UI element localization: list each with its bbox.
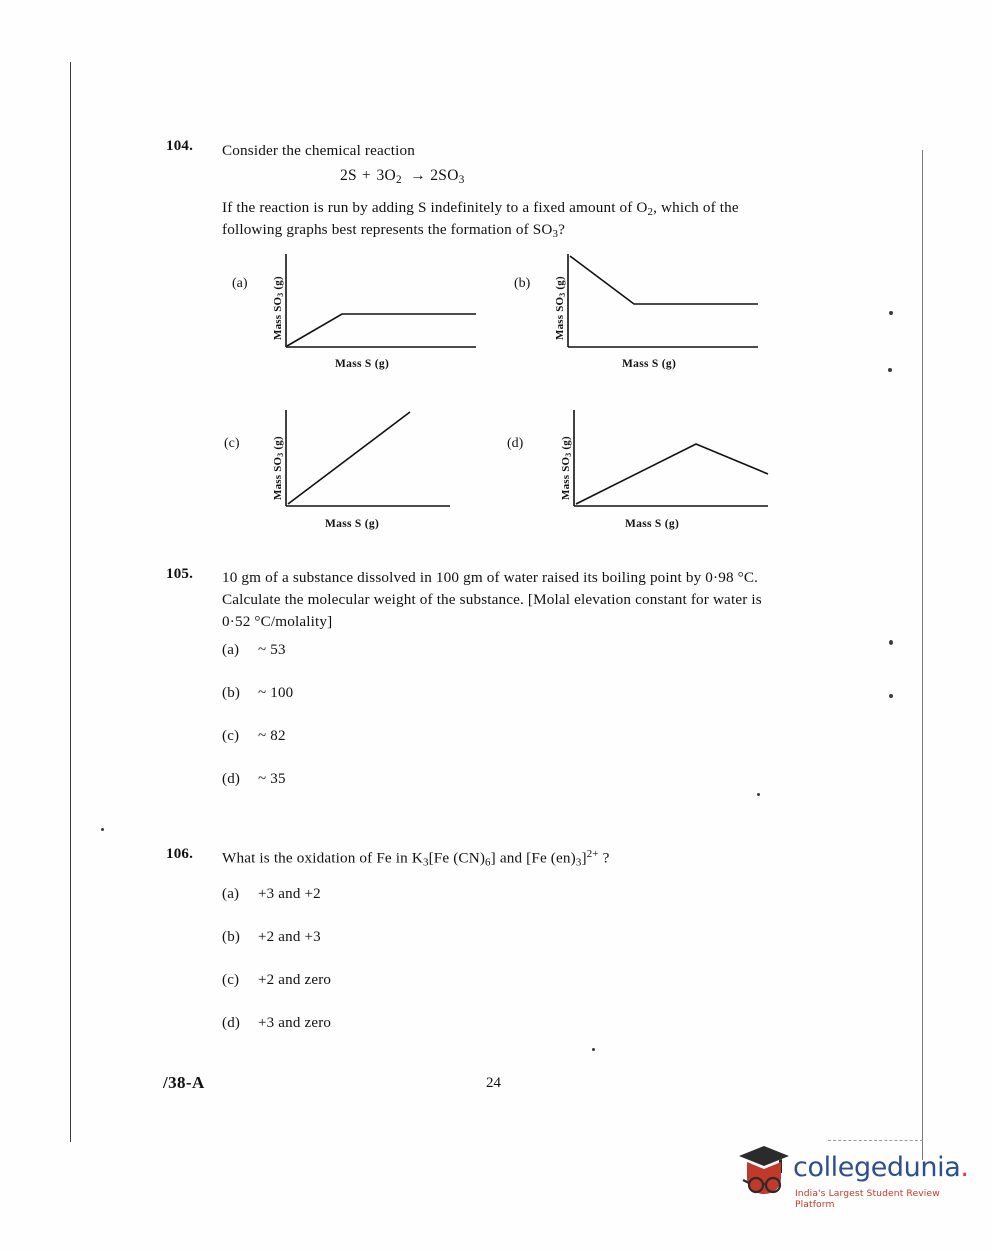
option-105-a[interactable] (222, 642, 286, 659)
option-106-d-text: +3 and zero (258, 1015, 332, 1031)
page-edge-line-left (70, 62, 71, 1142)
figure-b-plot (562, 252, 782, 362)
figure-a-plot (280, 252, 500, 362)
figure-option-c (222, 408, 472, 528)
option-106-a-text: +3 and +2 (258, 886, 321, 902)
option-106-d-label: (d) (222, 1015, 241, 1031)
watermark-tagline: India's Largest Student Review Platform (795, 1188, 940, 1210)
figure-option-b (512, 252, 762, 370)
question-105-stem-line3: 0·52 °C/molality] (222, 613, 333, 630)
figure-a-label: (a) (232, 276, 248, 291)
option-105-a-text: ~ 53 (258, 642, 286, 658)
option-106-c-label: (c) (222, 972, 240, 988)
figure-option-d (505, 408, 765, 528)
scan-speck (888, 368, 892, 372)
question-105-number: 105. (166, 566, 194, 582)
page-number: 24 (486, 1075, 501, 1091)
page-edge-line-right (922, 150, 923, 1160)
option-106-b-label: (b) (222, 929, 241, 945)
figure-b-x-axis-label: Mass S (g) (622, 358, 677, 370)
figure-b-label: (b) (514, 276, 531, 291)
option-106-b[interactable] (222, 929, 321, 946)
graduate-face-icon (735, 1140, 793, 1202)
scan-speck (101, 828, 104, 831)
question-104-equation: $2S + 3O_2 \to 2SO_3$ (340, 167, 465, 187)
option-106-c[interactable] (222, 972, 331, 989)
figure-c-x-axis-label: Mass S (g) (325, 518, 380, 530)
question-104-number: 104. (166, 138, 194, 154)
option-105-c-label: (c) (222, 728, 240, 744)
figure-d-plot (568, 408, 798, 518)
figure-c-label: (c) (224, 436, 240, 451)
scan-speck (889, 694, 893, 698)
scan-speck (757, 793, 760, 796)
scan-speck (889, 640, 893, 645)
option-106-b-text: +2 and +3 (258, 929, 321, 945)
figure-d-x-axis-label: Mass S (g) (625, 518, 680, 530)
question-104-stem-line2: If the reaction is run by adding S indefinitely to a fixed amount of $O_2$, which of the (222, 199, 739, 219)
question-104-stem-line1: Consider the chemical reaction (222, 142, 416, 159)
figure-option-a (230, 252, 480, 370)
option-106-c-text: +2 and zero (258, 972, 332, 988)
question-106-number: 106. (166, 846, 194, 862)
figure-c-plot (280, 408, 500, 518)
watermark-brand: collegedunia. (793, 1152, 969, 1183)
option-105-d-text: ~ 35 (258, 771, 286, 787)
option-105-b-text: ~ 100 (258, 685, 294, 701)
paper-code: /38-A (163, 1073, 205, 1092)
scan-speck (889, 311, 893, 315)
option-106-a-label: (a) (222, 886, 240, 902)
figure-a-y-axis-label: Mass $SO_3$ (g) (272, 276, 286, 340)
option-106-a[interactable] (222, 886, 321, 903)
collegedunia-watermark (735, 1140, 975, 1230)
question-105-stem-line2: Calculate the molecular weight of the substance. [Molal elevation constant for water is (222, 591, 762, 608)
figure-d-label: (d) (507, 436, 524, 451)
option-105-d[interactable] (222, 771, 286, 788)
figure-d-y-axis-label: Mass $SO_3$ (g) (560, 436, 574, 500)
figure-a-x-axis-label: Mass S (g) (335, 358, 390, 370)
option-105-a-label: (a) (222, 642, 240, 658)
question-105-stem-line1: 10 gm of a substance dissolved in 100 gm of water raised its boiling point by 0·98 °C. (222, 569, 759, 586)
option-105-b-label: (b) (222, 685, 241, 701)
question-106-stem: What is the oxidation of Fe in $K_3[Fe$ $(CN)_6$] and [Fe $(en)_3]^{2+}$ ? (222, 848, 610, 869)
option-105-c[interactable] (222, 728, 286, 745)
scan-speck (592, 1048, 595, 1051)
figure-b-y-axis-label: Mass $SO_3$ (g) (554, 276, 568, 340)
figure-c-y-axis-label: Mass $SO_3$ (g) (272, 436, 286, 500)
option-106-d[interactable] (222, 1015, 331, 1032)
option-105-b[interactable] (222, 685, 293, 702)
question-104-stem-line3: following graphs best represents the formation of $SO_3$? (222, 221, 565, 241)
option-105-d-label: (d) (222, 771, 241, 787)
option-105-c-text: ~ 82 (258, 728, 286, 744)
